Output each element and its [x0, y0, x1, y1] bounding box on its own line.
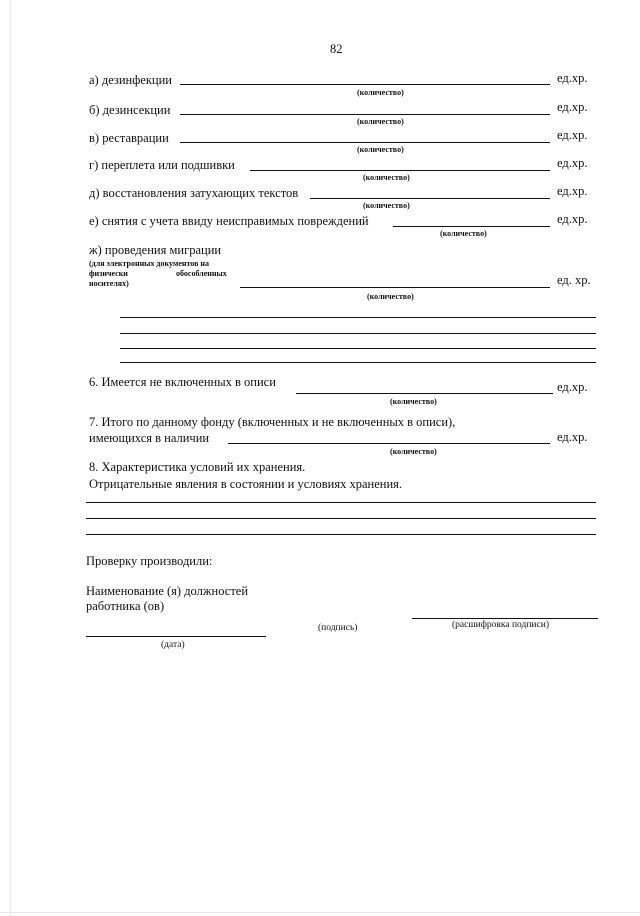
blank-line [120, 348, 596, 349]
section-7-line1: 7. Итого по данному фонду (включенных и не включенных в описи), [89, 415, 456, 429]
item-d-qty: (количество) [363, 201, 410, 210]
item-v-line [180, 142, 550, 143]
blank-line [86, 502, 596, 503]
date-caption: (дата) [161, 640, 185, 650]
decoding-line [412, 618, 598, 619]
blank-line [120, 362, 596, 363]
date-line [86, 636, 266, 637]
section-7-unit: ед.хр. [557, 430, 588, 444]
item-a-label: а) дезинфекции [89, 73, 173, 87]
section-6-unit: ед.хр. [557, 380, 588, 394]
section-8-label: 8. Характеристика условий их хранения. [89, 460, 306, 474]
negative-label: Отрицательные явления в состоянии и условиях хранения. [89, 477, 403, 491]
scan-edge [10, 0, 11, 916]
blank-line [120, 317, 596, 318]
item-b-label: б) дезинсекции [89, 103, 171, 117]
blank-line [120, 333, 596, 334]
item-zh-note: физически [89, 269, 128, 278]
item-zh-unit: ед. хр. [557, 273, 591, 287]
item-a-qty: (количество) [357, 88, 404, 97]
scan-edge [0, 912, 640, 913]
item-d-unit: ед.хр. [557, 184, 588, 198]
section-7-line [228, 443, 550, 444]
item-v-unit: ед.хр. [557, 128, 588, 142]
section-6-line [296, 393, 553, 394]
item-g-line [250, 170, 550, 171]
item-zh-line [240, 287, 550, 288]
item-e-label: е) снятия с учета ввиду неисправимых повреждений [89, 214, 369, 228]
item-zh-qty: (количество) [367, 292, 414, 301]
page-number: 82 [330, 42, 343, 56]
position-label-line1: Наименование (я) должностей [86, 584, 249, 598]
section-6-label: 6. Имеется не включенных в описи [89, 375, 276, 389]
item-a-line [180, 84, 550, 85]
item-b-qty: (количество) [357, 117, 404, 126]
item-d-label: д) восстановления затухающих текстов [89, 186, 299, 200]
item-g-qty: (количество) [363, 173, 410, 182]
item-b-unit: ед.хр. [557, 100, 588, 114]
item-zh-note: носителях) [89, 279, 129, 288]
item-g-label: г) переплета или подшивки [89, 158, 235, 172]
blank-line [86, 534, 596, 535]
section-6-qty: (количество) [390, 397, 437, 406]
item-e-qty: (количество) [440, 229, 487, 238]
item-zh-note: (для электронных документов на [89, 259, 210, 268]
item-d-line [310, 198, 550, 199]
decoding-caption: (расшифровка подписи) [452, 620, 549, 630]
item-zh-label: ж) проведения миграции [89, 243, 222, 257]
blank-line [86, 518, 596, 519]
item-zh-note: обособленных [176, 269, 227, 278]
item-e-line [393, 226, 550, 227]
signature-caption: (подпись) [318, 623, 358, 633]
section-7-qty: (количество) [390, 447, 437, 456]
section-7-line2: имеющихся в наличии [89, 431, 210, 445]
checked-by-label: Проверку производили: [86, 554, 213, 568]
item-v-label: в) реставрации [89, 131, 169, 145]
item-e-unit: ед.хр. [557, 212, 588, 226]
item-g-unit: ед.хр. [557, 156, 588, 170]
item-b-line [180, 114, 550, 115]
item-a-unit: ед.хр. [557, 71, 588, 85]
item-v-qty: (количество) [357, 145, 404, 154]
position-label-line2: работника (ов) [86, 599, 165, 613]
